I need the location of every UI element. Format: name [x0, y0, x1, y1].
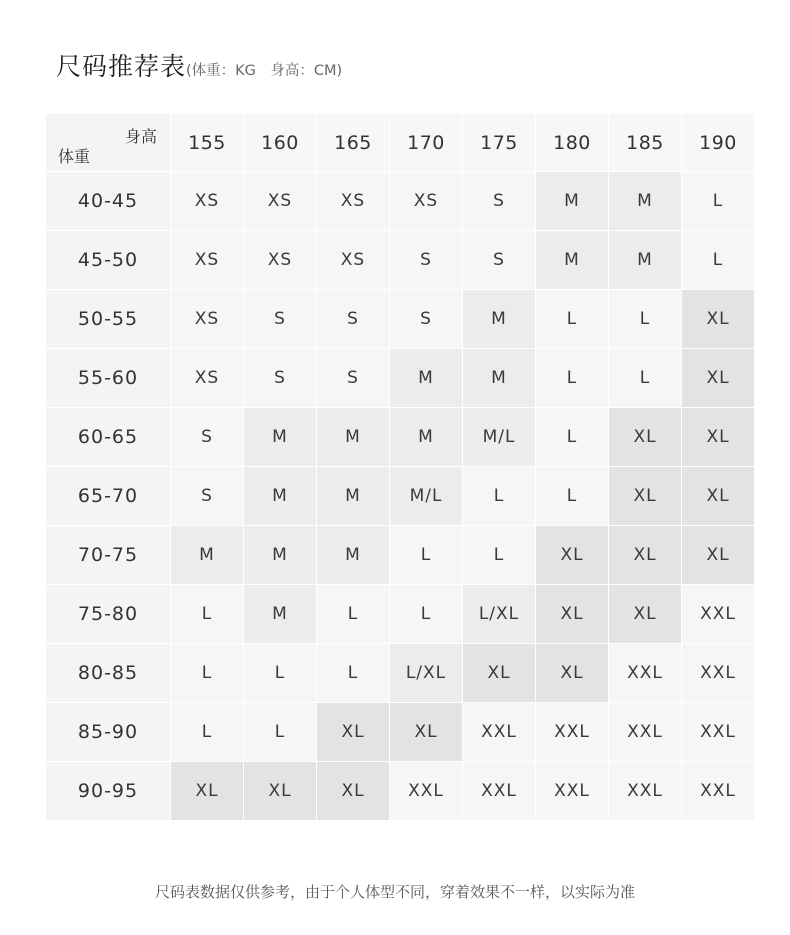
- size-cell: M: [244, 585, 316, 643]
- size-cell: XXL: [609, 762, 681, 820]
- height-header-cell: 190: [682, 114, 754, 171]
- disclaimer-note: 尺码表数据仅供参考，由于个人体型不同，穿着效果不一样，以实际为准: [154, 883, 635, 901]
- size-cell: XL: [536, 526, 608, 584]
- height-header-cell: 160: [244, 114, 316, 171]
- table-row: [46, 585, 754, 643]
- weight-header-cell: 50-55: [46, 290, 170, 348]
- weight-header-cell: 75-80: [46, 585, 170, 643]
- height-header-cell: 155: [171, 114, 243, 171]
- size-cell: M: [536, 172, 608, 230]
- height-header-row: [46, 114, 754, 171]
- size-cell: M: [244, 467, 316, 525]
- table-row: [46, 408, 754, 466]
- size-cell: XS: [317, 172, 389, 230]
- table-row: [46, 349, 754, 407]
- size-cell: XS: [171, 172, 243, 230]
- size-cell: L: [682, 231, 754, 289]
- size-cell: M: [463, 290, 535, 348]
- size-cell: XL: [682, 408, 754, 466]
- weight-header-cell: 60-65: [46, 408, 170, 466]
- size-cell: L: [536, 408, 608, 466]
- size-cell: L: [171, 585, 243, 643]
- size-cell: L: [536, 349, 608, 407]
- size-cell: XS: [171, 349, 243, 407]
- table-row: [46, 526, 754, 584]
- table-row: [46, 703, 754, 761]
- size-cell: L: [390, 526, 462, 584]
- size-cell: L: [244, 703, 316, 761]
- size-cell: XL: [682, 467, 754, 525]
- size-chart-table: [45, 113, 755, 821]
- height-header-cell: 185: [609, 114, 681, 171]
- size-cell: XS: [171, 231, 243, 289]
- size-cell: M: [463, 349, 535, 407]
- size-cell: L: [536, 467, 608, 525]
- size-cell: S: [317, 349, 389, 407]
- size-cell: L: [682, 172, 754, 230]
- size-cell: XL: [609, 526, 681, 584]
- size-cell: S: [171, 467, 243, 525]
- size-cell: S: [390, 290, 462, 348]
- size-cell: XXL: [536, 703, 608, 761]
- size-cell: L: [317, 644, 389, 702]
- size-table-body: [46, 172, 754, 820]
- weight-header-cell: 40-45: [46, 172, 170, 230]
- size-cell: XL: [682, 526, 754, 584]
- size-cell: L: [171, 644, 243, 702]
- size-cell: XS: [244, 231, 316, 289]
- size-cell: XL: [244, 762, 316, 820]
- size-cell: XS: [390, 172, 462, 230]
- corner-cell: [46, 114, 170, 171]
- size-cell: XXL: [682, 644, 754, 702]
- size-cell: M: [609, 231, 681, 289]
- table-row: [46, 644, 754, 702]
- size-cell: M/L: [390, 467, 462, 525]
- size-cell: S: [463, 231, 535, 289]
- table-row: [46, 290, 754, 348]
- size-cell: XL: [317, 703, 389, 761]
- title-main: 尺码推荐表: [56, 52, 187, 81]
- size-cell: XL: [536, 644, 608, 702]
- size-cell: XL: [609, 408, 681, 466]
- size-cell: S: [244, 290, 316, 348]
- size-cell: L: [609, 290, 681, 348]
- size-cell: XXL: [463, 762, 535, 820]
- size-cell: M: [317, 526, 389, 584]
- size-cell: M: [390, 408, 462, 466]
- weight-header-cell: 80-85: [46, 644, 170, 702]
- weight-header-cell: 45-50: [46, 231, 170, 289]
- title-units: (体重：KG 身高：CM): [186, 63, 343, 79]
- size-cell: L: [463, 526, 535, 584]
- size-cell: S: [171, 408, 243, 466]
- size-cell: XL: [390, 703, 462, 761]
- size-cell: M: [317, 467, 389, 525]
- size-cell: XL: [682, 349, 754, 407]
- table-row: [46, 231, 754, 289]
- size-cell: M/L: [463, 408, 535, 466]
- weight-axis-label: 体重: [58, 147, 91, 166]
- size-cell: XXL: [390, 762, 462, 820]
- height-header-cell: 165: [317, 114, 389, 171]
- weight-header-cell: 70-75: [46, 526, 170, 584]
- size-cell: XXL: [682, 762, 754, 820]
- size-cell: L: [390, 585, 462, 643]
- size-cell: L: [463, 467, 535, 525]
- size-cell: L/XL: [463, 585, 535, 643]
- size-cell: XS: [317, 231, 389, 289]
- weight-header-cell: 85-90: [46, 703, 170, 761]
- size-cell: S: [463, 172, 535, 230]
- size-cell: L/XL: [390, 644, 462, 702]
- size-cell: M: [317, 408, 389, 466]
- size-cell: L: [536, 290, 608, 348]
- size-cell: XXL: [463, 703, 535, 761]
- size-cell: M: [244, 408, 316, 466]
- size-cell: XXL: [536, 762, 608, 820]
- size-cell: XL: [463, 644, 535, 702]
- size-cell: XS: [244, 172, 316, 230]
- size-cell: XXL: [682, 585, 754, 643]
- weight-header-cell: 55-60: [46, 349, 170, 407]
- size-cell: XS: [171, 290, 243, 348]
- size-cell: XL: [536, 585, 608, 643]
- size-cell: L: [317, 585, 389, 643]
- table-row: [46, 762, 754, 820]
- height-axis-label: 身高: [124, 127, 157, 146]
- size-cell: M: [536, 231, 608, 289]
- size-cell: S: [390, 231, 462, 289]
- size-cell: XL: [317, 762, 389, 820]
- weight-header-cell: 65-70: [46, 467, 170, 525]
- size-cell: L: [609, 349, 681, 407]
- page-title: [56, 47, 342, 83]
- size-cell: S: [244, 349, 316, 407]
- size-cell: M: [244, 526, 316, 584]
- height-header-cell: 175: [463, 114, 535, 171]
- table-row: [46, 172, 754, 230]
- size-cell: M: [609, 172, 681, 230]
- size-cell: XL: [171, 762, 243, 820]
- size-cell: M: [171, 526, 243, 584]
- size-cell: L: [244, 644, 316, 702]
- height-header-cell: 180: [536, 114, 608, 171]
- table-row: [46, 467, 754, 525]
- size-cell: S: [317, 290, 389, 348]
- height-header-cell: 170: [390, 114, 462, 171]
- size-cell: L: [171, 703, 243, 761]
- size-cell: XXL: [682, 703, 754, 761]
- size-cell: XXL: [609, 644, 681, 702]
- size-cell: XXL: [609, 703, 681, 761]
- size-cell: M: [390, 349, 462, 407]
- size-cell: XL: [682, 290, 754, 348]
- size-cell: XL: [609, 585, 681, 643]
- weight-header-cell: 90-95: [46, 762, 170, 820]
- size-cell: XL: [609, 467, 681, 525]
